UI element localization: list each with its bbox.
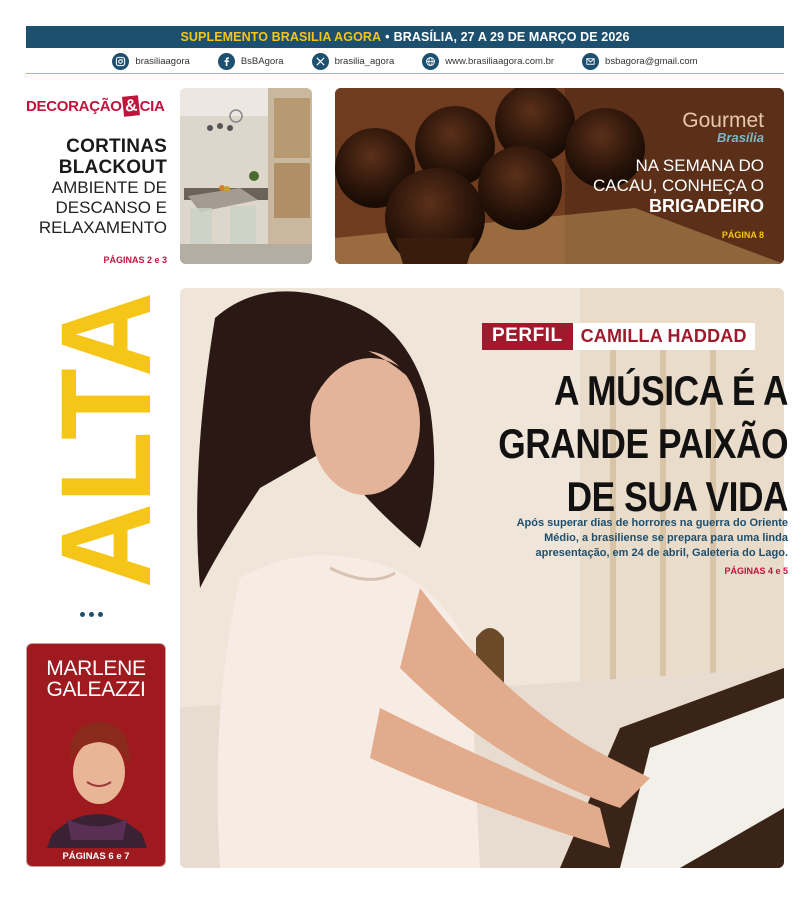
decoracao-logo[interactable] xyxy=(26,96,165,116)
logo-text: CIA xyxy=(139,97,165,115)
headline-line: DE SUA VIDA xyxy=(566,473,788,520)
social-handle: brasilia_agora xyxy=(334,55,395,67)
social-row xyxy=(26,50,784,74)
logo-ampersand: & xyxy=(122,95,140,117)
teaser-title: BLACKOUT xyxy=(58,157,167,178)
teaser-subtitle: DESCANSO E xyxy=(55,198,167,217)
social-website[interactable] xyxy=(422,53,554,70)
x-twitter-icon xyxy=(312,53,329,70)
banner-separator: • xyxy=(385,30,390,44)
gourmet-line: NA SEMANA DO xyxy=(635,156,764,175)
columnist-first-name: MARLENE xyxy=(46,657,146,680)
social-handle: brasiliaagora xyxy=(135,55,190,67)
alta-em-logo xyxy=(38,288,158,588)
globe-icon xyxy=(422,53,439,70)
social-instagram[interactable] xyxy=(112,53,189,70)
gourmet-brand-city: Brasília xyxy=(717,130,764,145)
facebook-icon xyxy=(218,53,235,70)
alta-em: em xyxy=(140,528,157,550)
feature-pages[interactable]: PÁGINAS 4 e 5 xyxy=(724,566,788,576)
social-handle: BsBAgora xyxy=(240,55,284,67)
columnist-last-name: GALEAZZI xyxy=(46,678,146,701)
gourmet-headline xyxy=(593,156,764,216)
social-x[interactable] xyxy=(312,53,395,70)
dateline: BRASÍLIA, 27 A 29 DE MARÇO DE 2026 xyxy=(393,30,630,44)
teaser-title: CORTINAS xyxy=(66,136,167,157)
separator-dots xyxy=(80,612,103,617)
decoracao-pages[interactable]: PÁGINAS 2 e 3 xyxy=(103,255,167,265)
teaser-subtitle: AMBIENTE DE xyxy=(51,178,167,197)
profile-name: CAMILLA HADDAD xyxy=(573,323,755,350)
gourmet-brand xyxy=(682,110,764,144)
social-handle: www.brasiliaagora.com.br xyxy=(445,55,555,67)
headline-line: GRANDE PAIXÃO xyxy=(498,420,788,467)
perfil-tag[interactable] xyxy=(482,323,755,350)
social-email[interactable] xyxy=(582,53,698,70)
feature-headline[interactable] xyxy=(498,364,788,523)
teaser-subtitle: RELAXAMENTO xyxy=(38,218,167,237)
decoracao-photo xyxy=(180,88,312,264)
top-banner xyxy=(26,26,784,48)
social-handle: bsbagora@gmail.com xyxy=(605,55,698,67)
gourmet-brand-word: Gourmet xyxy=(682,109,764,132)
supplement-name: SUPLEMENTO BRASILIA AGORA xyxy=(180,30,382,44)
section-label: PERFIL xyxy=(482,323,573,350)
mail-icon xyxy=(582,53,599,70)
marlene-column[interactable] xyxy=(26,643,166,867)
gourmet-teaser[interactable] xyxy=(335,88,784,264)
gourmet-pages[interactable]: PÁGINA 8 xyxy=(721,230,764,240)
alta-word: ALTA xyxy=(38,288,158,588)
logo-text: DECORAÇÃO xyxy=(26,97,122,115)
social-facebook[interactable] xyxy=(218,53,284,70)
columnist-portrait xyxy=(27,644,166,867)
headline-line: A MÚSICA É A xyxy=(553,367,788,414)
decoracao-teaser[interactable] xyxy=(39,136,167,238)
gourmet-line: CACAU, CONHEÇA O xyxy=(593,176,764,195)
gourmet-highlight: BRIGADEIRO xyxy=(648,196,764,216)
instagram-icon xyxy=(112,53,129,70)
feature-lede: Após superar dias de horrores na guerra do Oriente Médio, a brasiliense se prepara para uma linda apresentação, em 24 de abril, Galeteria do Lago. xyxy=(516,517,788,559)
marlene-pages[interactable]: PÁGINAS 6 e 7 xyxy=(62,851,130,862)
